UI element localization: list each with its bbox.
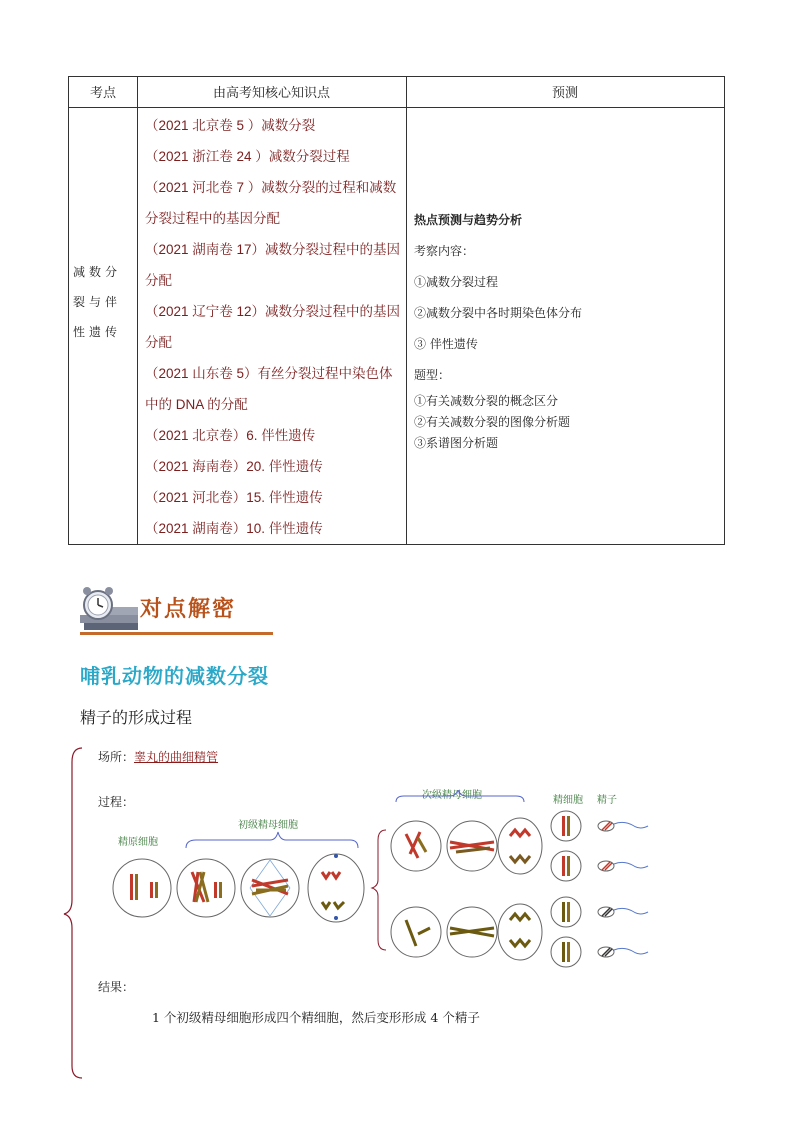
knowledge-line: 分配: [145, 273, 172, 288]
left-brace: [60, 740, 90, 1085]
banner-title: 对点解密: [140, 597, 237, 622]
knowledge-line: 分裂过程中的基因分配: [145, 211, 280, 226]
knowledge-line: （2021 河北卷 7 ）减数分裂的过程和减数: [145, 180, 397, 195]
content-label: 考察内容：: [414, 244, 475, 258]
knowledge-line: （2021 湖南卷 17）减数分裂过程中的基因: [145, 242, 401, 257]
label-spermatogonium: 精原细胞: [118, 837, 158, 848]
knowledge-line: （2021 山东卷 5）有丝分裂过程中染色体: [145, 366, 393, 381]
cell-secondary: [391, 821, 441, 871]
cell-secondary: [391, 907, 441, 957]
cell-primary-prophase: [177, 859, 235, 917]
column-divider: [137, 77, 138, 544]
sperm-icon: [598, 907, 648, 917]
cell-spermatid: [551, 851, 581, 881]
result-text: 1 个初级精母细胞形成四个精细胞，然后变形形成 4 个精子: [152, 1010, 480, 1025]
cell-secondary: [447, 907, 497, 957]
banner-underline: [80, 632, 273, 635]
knowledge-line: 中的 DNA 的分配: [145, 397, 248, 412]
type-item: ③系谱图分析题: [414, 436, 499, 450]
knowledge-line: （2021 浙江卷 24 ）减数分裂过程: [145, 149, 350, 164]
cell-spermatid: [551, 897, 581, 927]
knowledge-line: 分配: [145, 335, 172, 350]
label-secondary: 次级精母细胞: [422, 790, 482, 801]
label-sperm: 精子: [597, 795, 617, 806]
content-item: ②减数分裂中各时期染色体分布: [414, 306, 583, 320]
knowledge-line: （2021 北京卷）6. 伴性遗传: [145, 428, 316, 443]
site-row: [98, 748, 218, 765]
sperm-icon: [598, 861, 648, 871]
sperm-icon: [598, 947, 648, 957]
type-item: ②有关减数分裂的图像分析题: [414, 415, 571, 429]
label-spermatid: 精细胞: [553, 795, 583, 806]
cell-spermatogonium: [113, 859, 171, 917]
exam-points-table: [68, 76, 725, 545]
knowledge-line: （2021 辽宁卷 12）减数分裂过程中的基因: [145, 304, 401, 319]
knowledge-line: （2021 湖南卷）10. 伴性遗传: [145, 521, 323, 536]
header-topic: 考点: [89, 85, 116, 100]
knowledge-line: （2021 北京卷 5 ）减数分裂: [145, 118, 316, 133]
prediction-title: 热点预测与趋势分析: [414, 213, 523, 227]
knowledge-line: （2021 海南卷）20. 伴性遗传: [145, 459, 323, 474]
result-label: 结果：: [98, 980, 135, 994]
table-header-row: [69, 77, 724, 108]
prediction-cell: [414, 205, 714, 454]
cell-secondary: [498, 904, 542, 960]
type-label: 题型：: [414, 368, 451, 382]
header-knowledge: 由高考知核心知识点: [212, 85, 330, 100]
sperm-icon: [598, 821, 648, 831]
site-value: 睾丸的曲细精管: [134, 750, 219, 764]
knowledge-cell: [145, 110, 405, 544]
header-prediction: 预测: [551, 85, 578, 100]
cell-secondary: [447, 821, 497, 871]
spermatogenesis-diagram: [100, 790, 660, 970]
knowledge-line: （2021 河北卷）15. 伴性遗传: [145, 490, 323, 505]
content-item: ③ 伴性遗传: [414, 337, 478, 351]
content-item: ①减数分裂过程: [414, 275, 499, 289]
cell-spermatid: [551, 937, 581, 967]
subsection-title: 精子的形成过程: [80, 708, 193, 727]
label-primary: 初级精母细胞: [238, 820, 298, 831]
column-divider: [406, 77, 407, 544]
cell-primary-metaphase: [241, 859, 299, 917]
cell-primary-anaphase: [308, 854, 364, 922]
topic-cell: 减数分裂与伴性遗传: [73, 265, 122, 339]
cell-spermatid: [551, 811, 581, 841]
cell-secondary: [498, 818, 542, 874]
type-item: ①有关减数分裂的概念区分: [414, 394, 559, 408]
process-label: 过程：: [98, 795, 135, 809]
site-label: 场所：: [98, 750, 135, 764]
section-title: 哺乳动物的减数分裂: [80, 664, 269, 688]
